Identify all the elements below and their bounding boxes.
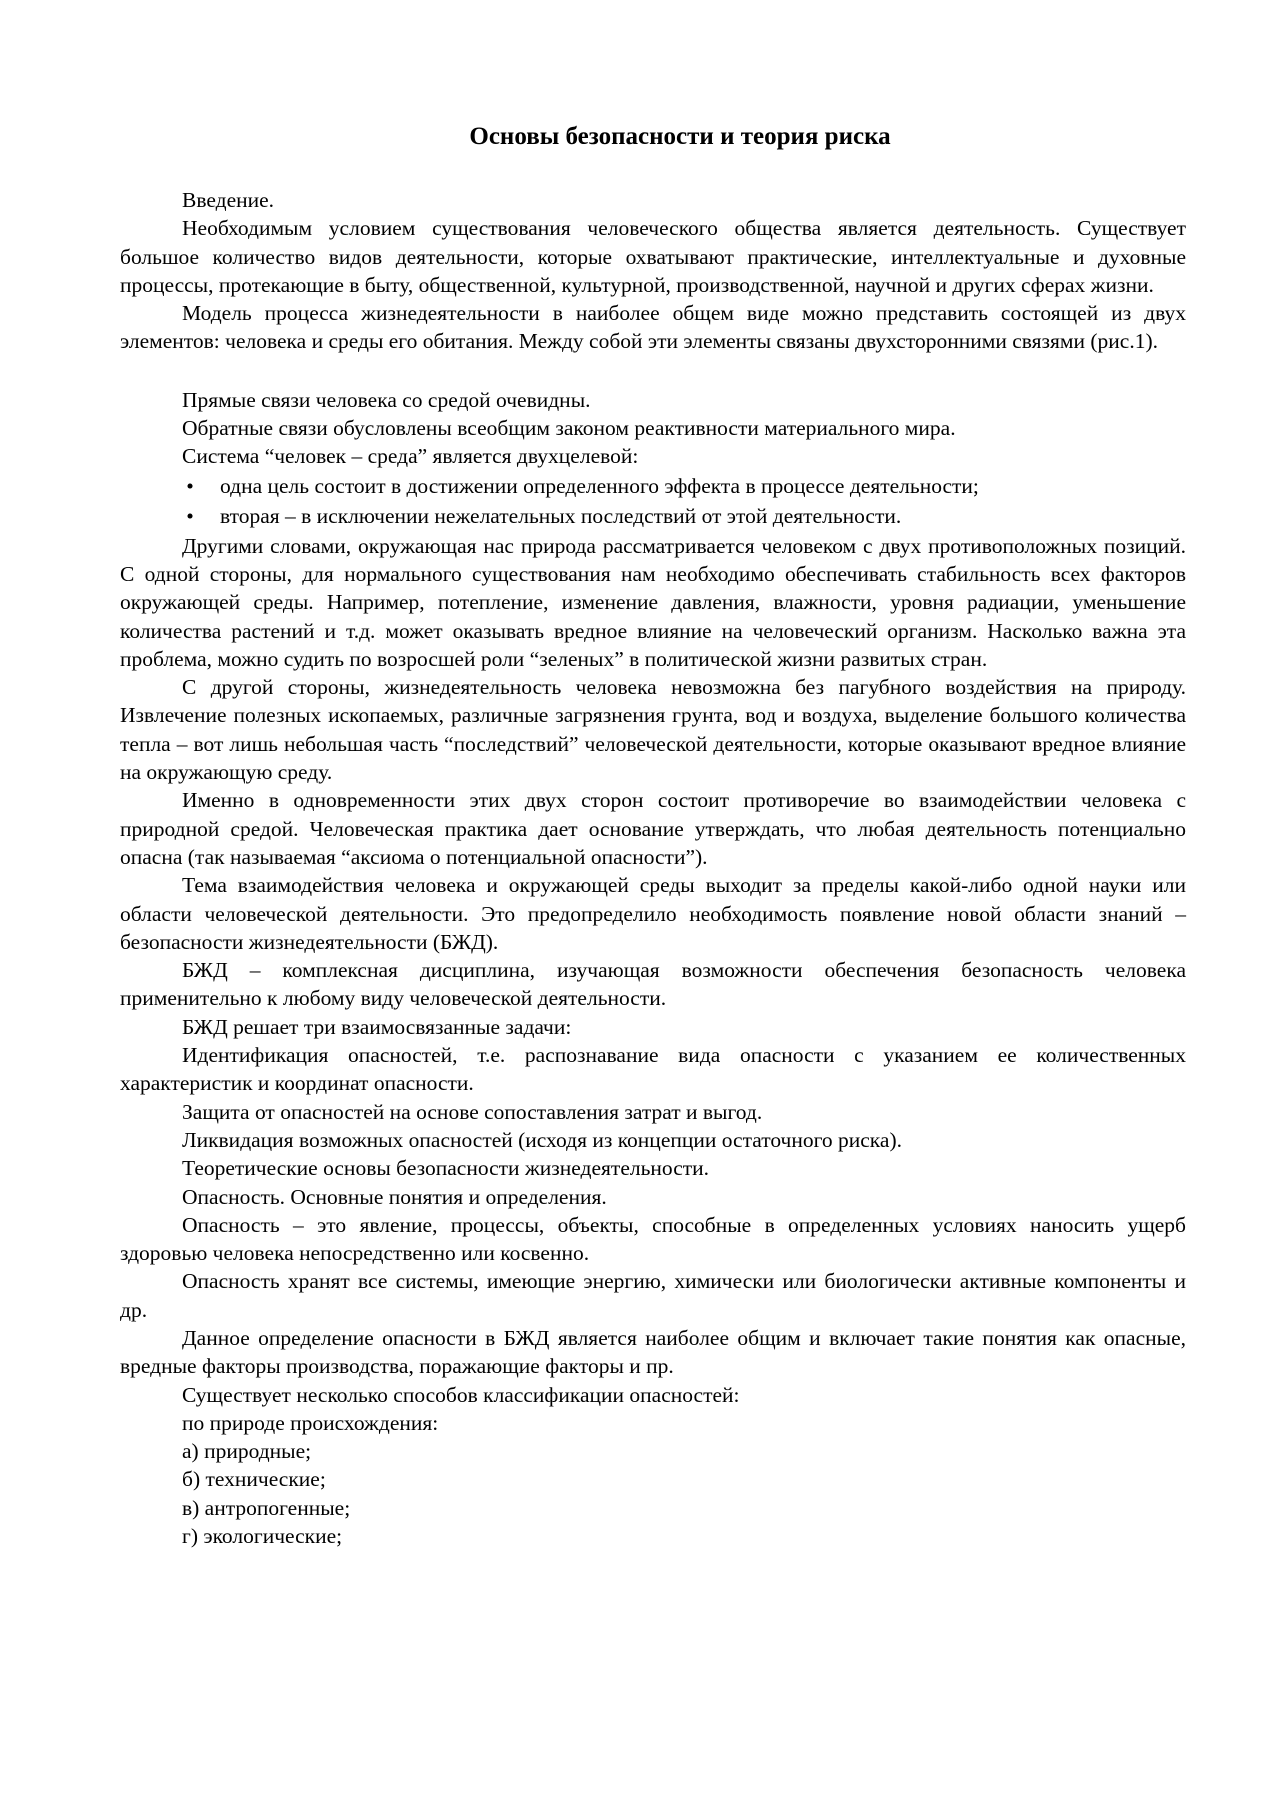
list-item-text: вторая – в исключении нежелательных последствий от этой деятельности. [220,504,902,529]
paragraph: БЖД – комплексная дисциплина, изучающая возможности обеспечения безопасность человека применительно к любому виду человеческой деятельности. [120,958,1186,1011]
paragraph-intro-heading: Введение. [182,188,275,212]
list-item [120,501,1186,532]
figure-gap [120,356,1186,386]
paragraph: Защита от опасностей на основе сопоставления затрат и выгод. [182,1099,763,1124]
paragraph: Опасность. Основные понятия и определения. [182,1184,607,1209]
list-item-text: одна цель состоит в достижении определенного эффекта в процессе деятельности; [220,473,979,498]
paragraph: Обратные связи обусловлены всеобщим законом реактивности материального мира. [182,416,956,441]
document-title: Основы безопасности и теория риска [469,123,891,150]
paragraph: Существует несколько способов классификации опасностей: [182,1382,740,1407]
paragraph: по природе происхождения: [182,1410,439,1435]
paragraph: Модель процесса жизнедеятельности в наиболее общем виде можно представить состоящей из двух элементов: человека и среды его обитания. Между собой эти элементы связаны двухсторонними связями (рис.1). [120,301,1186,354]
bullet-icon: • [186,504,194,529]
paragraph: БЖД решает три взаимосвязанные задачи: [182,1014,572,1039]
paragraph: Прямые связи человека со средой очевидны. [182,387,591,412]
paragraph: Идентификация опасностей, т.е. распознавание вида опасности с указанием ее количественных характеристик и координат опасности. [120,1043,1186,1096]
classification-item: в) антропогенные; [182,1495,351,1520]
paragraph: Данное определение опасности в БЖД является наиболее общим и включает такие понятия как опасные, вредные факторы производства, поражающие факторы и пр. [120,1325,1186,1379]
paragraph: Другими словами, окружающая нас природа рассматривается человеком с двух противоположных позиций. С одной стороны, для нормального существования нам необходимо обеспечивать стабильность всех факторов окружающей среды. Например, потепление, изменение давления, влажности, уровня радиации, уменьшение количества растений и т.д. может оказывать вредное влияние на человеческий организм. Насколько важна эта проблема, можно судить по возросшей роли “зеленых” в политической жизни развитых стран. [120,533,1186,671]
classification-item: г) экологические; [182,1524,343,1549]
list-item [120,471,1186,502]
classification-item: б) технические; [182,1467,326,1492]
paragraph: Необходимым условием существования человеческого общества является деятельность. Существует большое количество видов деятельности, которые охватывают практические, интеллектуальные и духовные процессы, протекающие в быту, общественной, культурной, производственной, научной и других сферах жизни. [120,216,1186,297]
bullet-icon: • [186,473,194,498]
paragraph: Опасность – это явление, процессы, объекты, способные в определенных условиях наносить ущерб здоровью человека непосредственно или косвенно. [120,1212,1186,1266]
paragraph: Опасность хранят все системы, имеющие энергию, химически или биологически активные компоненты и др. [120,1269,1186,1322]
paragraph: Теоретические основы безопасности жизнедеятельности. [182,1156,710,1181]
paragraph: Именно в одновременности этих двух сторон состоит противоречие во взаимодействии человека с природной средой. Человеческая практика дает основание утверждать, что любая деятельность потенциально опасна (так называемая “аксиома о потенциальной опасности”). [120,788,1186,869]
goals-list [120,471,1186,532]
paragraph: Система “человек – среда” является двухцелевой: [182,444,639,469]
paragraph: С другой стороны, жизнедеятельность человека невозможна без пагубного воздействия на природу. Извлечение полезных ископаемых, различные загрязнения грунта, вод и воздуха, выделение большого количества тепла – вот лишь небольшая часть “последствий” человеческой деятельности, которые оказывают вредное влияние на окружающую среду. [120,675,1186,785]
paragraph: Тема взаимодействия человека и окружающей среды выходит за пределы какой-либо одной науки или области человеческой деятельности. Это предопределило необходимость появление новой области знаний – безопасности жизнедеятельности (БЖД). [120,873,1186,954]
document-body [120,186,1186,1550]
paragraph: Ликвидация возможных опасностей (исходя из концепции остаточного риска). [182,1127,903,1152]
classification-item: а) природные; [182,1439,312,1464]
